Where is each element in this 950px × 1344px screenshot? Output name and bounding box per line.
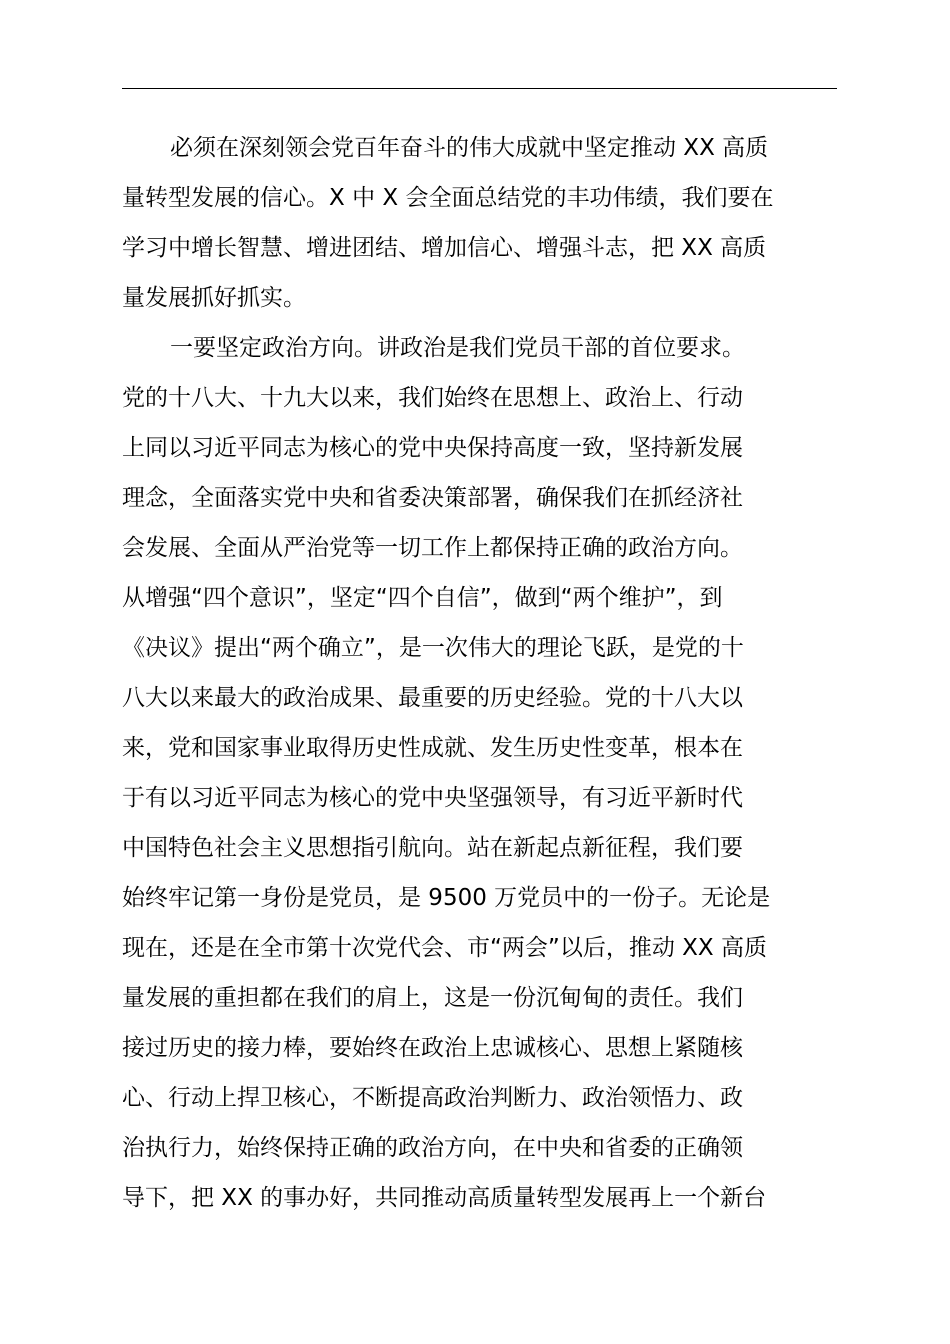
text-line: 始终牢记第一身份是党员，是 9500 万党员中的一份子。无论是 <box>122 885 771 911</box>
text-line: 中国特色社会主义思想指引航向。站在新起点新征程，我们要 <box>122 835 743 861</box>
text-line: 量发展抓好抓实。 <box>122 285 306 311</box>
text-line: 来，党和国家事业取得历史性成就、发生历史性变革，根本在 <box>122 735 743 761</box>
text-line: 治执行力，始终保持正确的政治方向，在中央和省委的正确领 <box>122 1135 743 1161</box>
text-line: 一要坚定政治方向。讲政治是我们党员干部的首位要求。 <box>170 335 745 361</box>
text-line: 学习中增长智慧、增进团结、增加信心、增强斗志，把 XX 高质 <box>122 235 767 261</box>
header-rule <box>122 88 837 89</box>
text-line: 理念，全面落实党中央和省委决策部署，确保我们在抓经济社 <box>122 485 743 511</box>
text-line: 量转型发展的信心。X 中 X 会全面总结党的丰功伟绩，我们要在 <box>122 185 774 211</box>
text-line: 《决议》提出“两个确立”，是一次伟大的理论飞跃，是党的十 <box>122 635 744 661</box>
text-line: 党的十八大、十九大以来，我们始终在思想上、政治上、行动 <box>122 385 743 411</box>
text-line: 量发展的重担都在我们的肩上，这是一份沉甸甸的责任。我们 <box>122 985 743 1011</box>
text-line: 上同以习近平同志为核心的党中央保持高度一致，坚持新发展 <box>122 435 743 461</box>
text-line: 心、行动上捍卫核心，不断提高政治判断力、政治领悟力、政 <box>122 1085 743 1111</box>
text-line: 八大以来最大的政治成果、最重要的历史经验。党的十八大以 <box>122 685 743 711</box>
text-line: 从增强“四个意识”，坚定“四个自信”，做到“两个维护”，到 <box>122 585 723 611</box>
document-body <box>122 123 837 1223</box>
paragraph-2 <box>122 323 837 1223</box>
text-line: 必须在深刻领会党百年奋斗的伟大成就中坚定推动 XX 高质 <box>170 135 769 161</box>
text-line: 现在，还是在全市第十次党代会、市“两会”以后，推动 XX 高质 <box>122 935 767 961</box>
text-line: 接过历史的接力棒，要始终在政治上忠诚核心、思想上紧随核 <box>122 1035 743 1061</box>
paragraph-1 <box>122 123 837 323</box>
text-line: 会发展、全面从严治党等一切工作上都保持正确的政治方向。 <box>122 535 743 561</box>
text-line: 导下，把 XX 的事办好，共同推动高质量转型发展再上一个新台 <box>122 1185 767 1211</box>
text-line: 于有以习近平同志为核心的党中央坚强领导，有习近平新时代 <box>122 785 743 811</box>
